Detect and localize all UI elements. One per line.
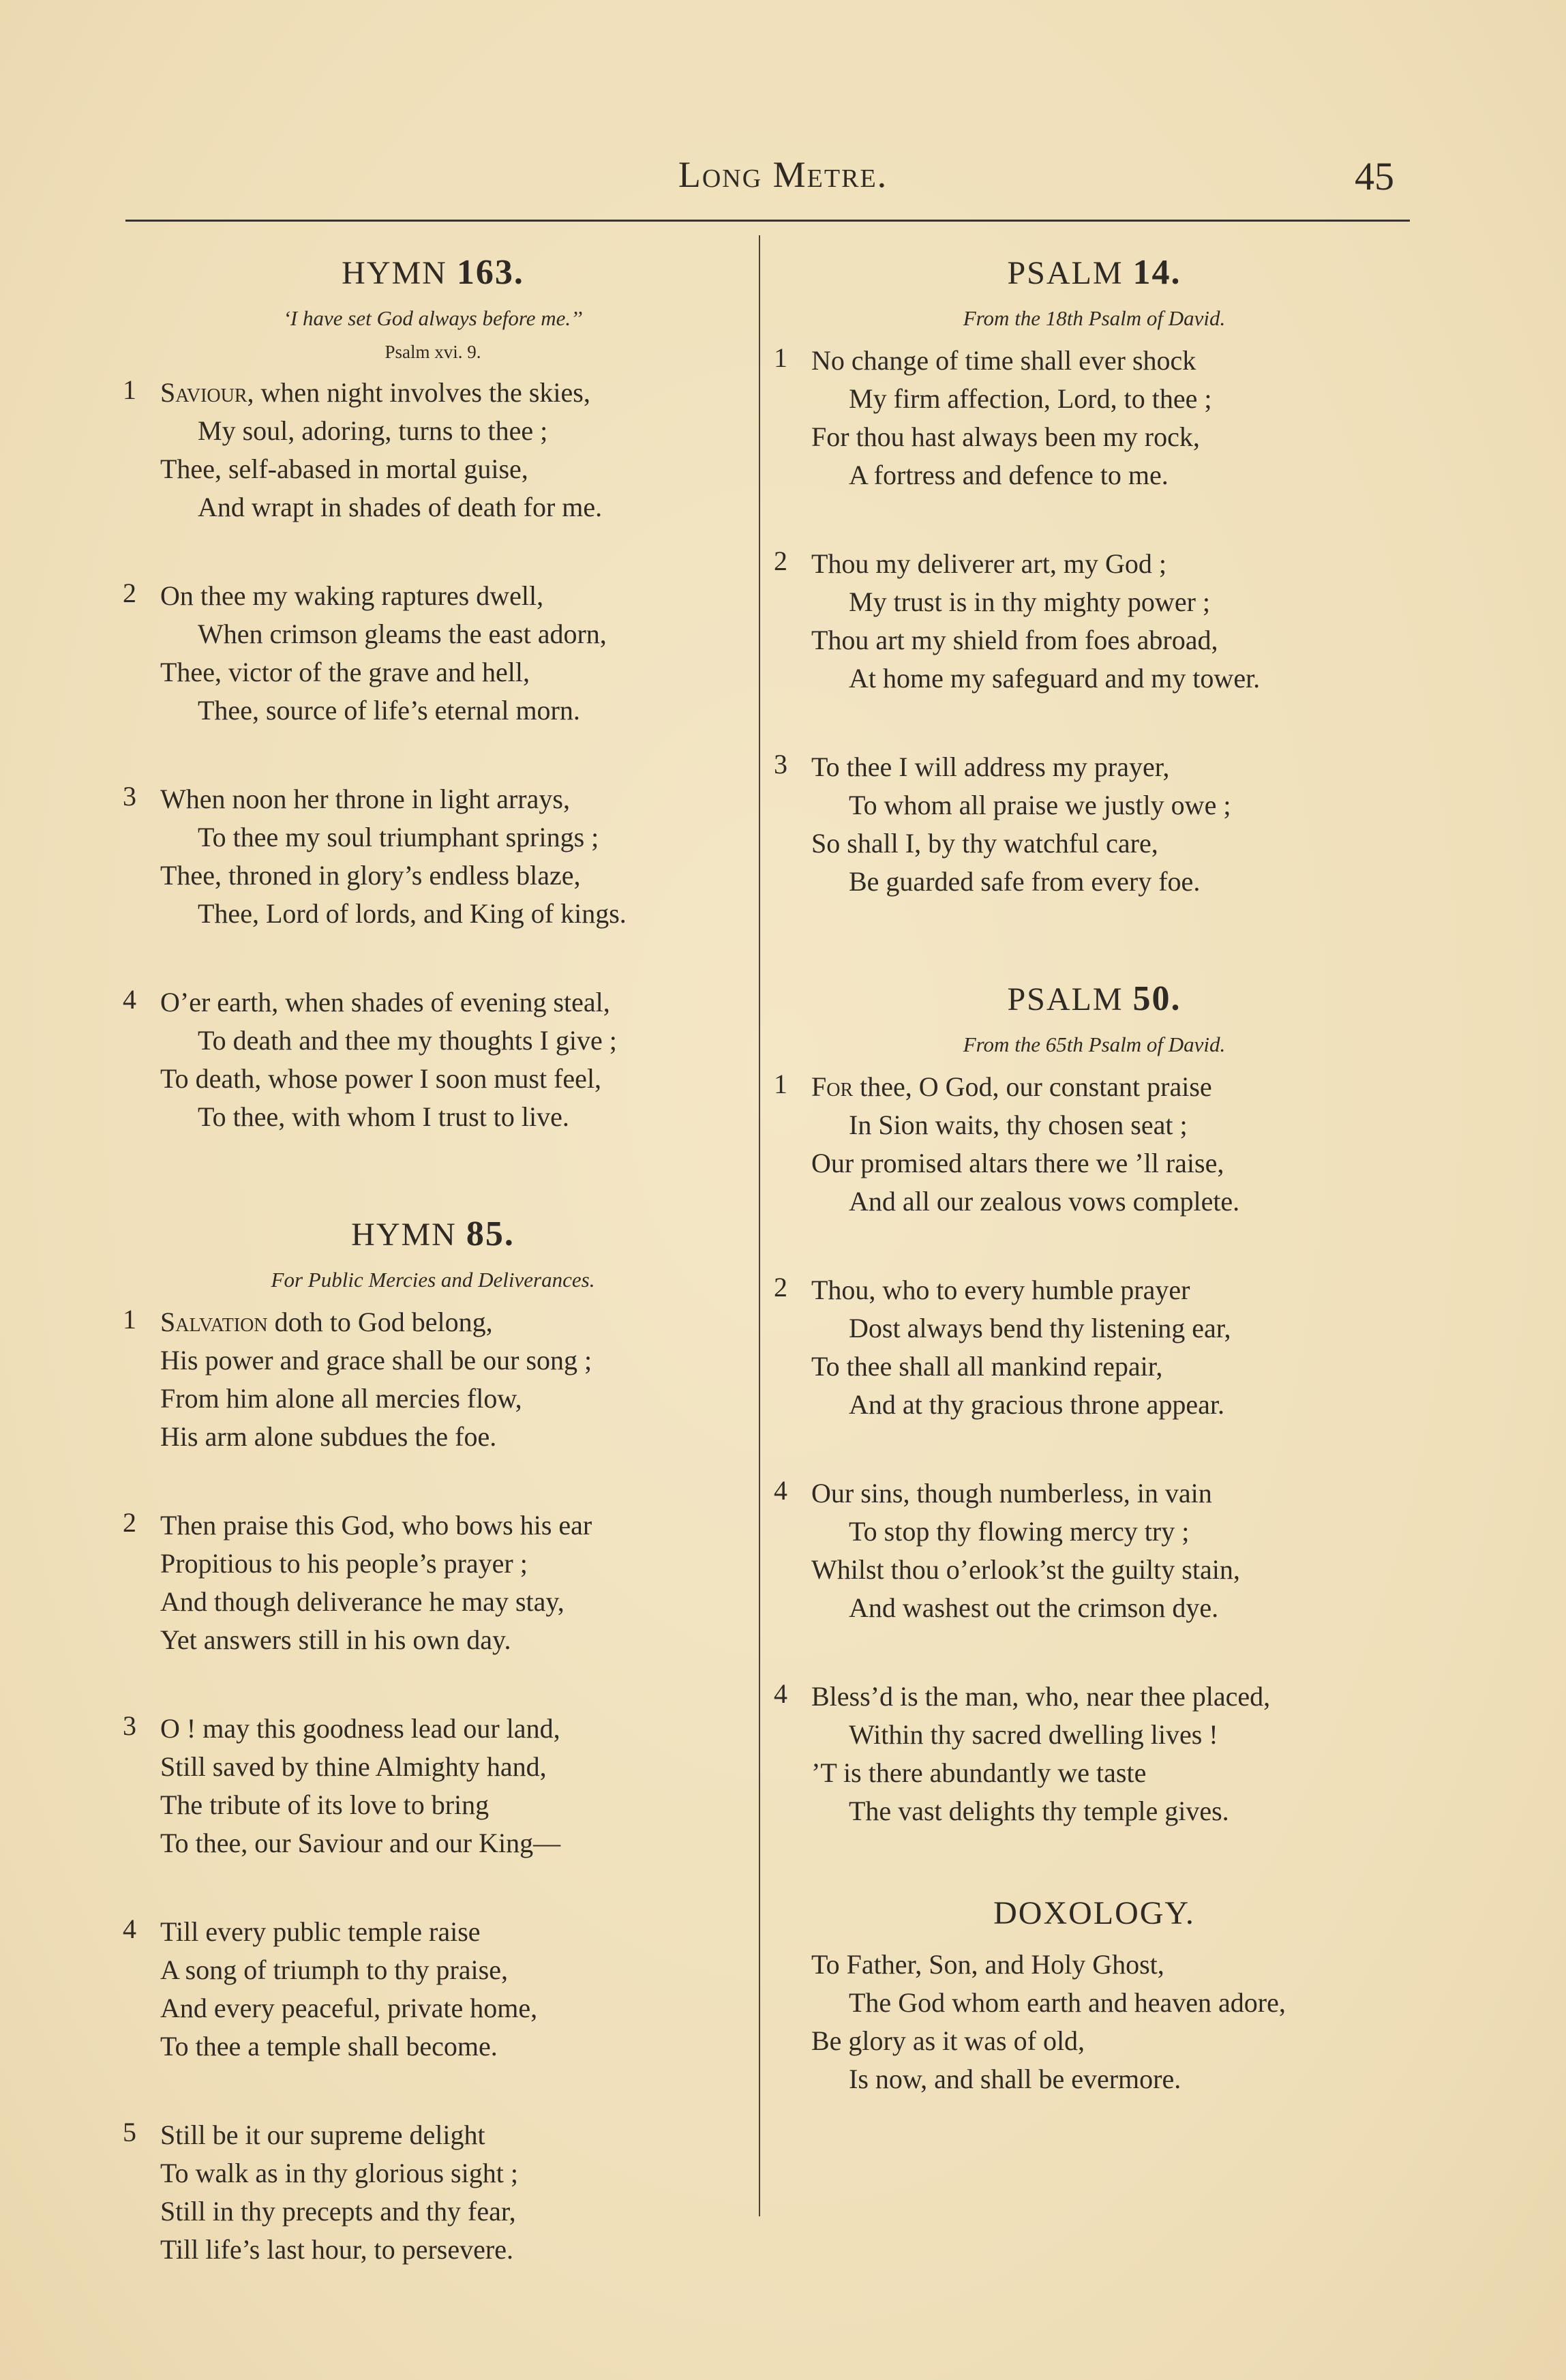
- verse-line: For thee, O God, our constant praise: [811, 1071, 1212, 1102]
- stanza-number: 1: [123, 374, 136, 405]
- verse-line: No change of time shall ever shock: [811, 345, 1196, 376]
- verse-line: Be guarded safe from every foe.: [849, 866, 1201, 897]
- stanza-number: 3: [123, 781, 136, 812]
- stanza: [774, 1678, 1415, 1830]
- stanza: [123, 1710, 743, 1862]
- verse-line: On thee my waking raptures dwell,: [160, 580, 544, 611]
- hymn-epigraph: For Public Mercies and Deliverances.: [271, 1268, 595, 1292]
- verse-line: And washest out the crimson dye.: [849, 1592, 1219, 1623]
- section-spacer: [774, 1881, 1415, 1894]
- verse-line: To whom all praise we justly owe ;: [849, 790, 1231, 820]
- stanza: [774, 1474, 1415, 1627]
- psalm-14: [774, 252, 1415, 901]
- running-head: [0, 153, 1566, 215]
- psalm-50: [774, 979, 1415, 1830]
- stanza-number: 4: [123, 1914, 136, 1944]
- verse-line: At home my safeguard and my tower.: [849, 663, 1261, 694]
- hymn-epigraph: ‘I have set God always before me.’’: [283, 306, 583, 330]
- verse-line: My firm affection, Lord, to thee ;: [849, 383, 1212, 414]
- verse-line: His power and grace shall be our song ;: [160, 1345, 592, 1375]
- stanza-number: 3: [774, 749, 787, 779]
- verse-line: ’T is there abundantly we taste: [811, 1757, 1147, 1788]
- verse-line: The tribute of its love to bring: [160, 1789, 490, 1820]
- column-divider: [759, 235, 760, 2216]
- hymn-citation: Psalm xvi. 9.: [385, 342, 481, 362]
- verse-line: And though deliverance he may stay,: [160, 1586, 564, 1617]
- verse-line: My trust is in thy mighty power ;: [849, 586, 1210, 617]
- hymn-85: [123, 1214, 743, 2269]
- verse-line: The vast delights thy temple gives.: [849, 1796, 1229, 1826]
- stanza-number: 2: [774, 546, 787, 576]
- verse-line: And at thy gracious throne appear.: [849, 1389, 1224, 1420]
- verse-line: A song of triumph to thy praise,: [160, 1954, 508, 1985]
- stanza: [774, 545, 1415, 698]
- verse-line: To death and thee my thoughts I give ;: [198, 1025, 617, 1056]
- verse-line: Thee, Lord of lords, and King of kings.: [198, 898, 627, 929]
- verse-line: To Father, Son, and Holy Ghost,: [811, 1949, 1164, 1980]
- stanza: [123, 2116, 743, 2269]
- stanza: [774, 1068, 1415, 1221]
- running-title: Long Metre.: [678, 154, 888, 195]
- verse-line: Bless’d is the man, who, near thee placed,: [811, 1681, 1271, 1712]
- verse-line: In Sion waits, thy chosen seat ;: [849, 1110, 1188, 1140]
- left-column: [123, 252, 743, 2319]
- verse-line: To thee a temple shall become.: [160, 2031, 498, 2062]
- section-spacer: [123, 1187, 743, 1214]
- verse-line: When noon her throne in light arrays,: [160, 784, 570, 814]
- verse-line: Thou, who to every humble prayer: [811, 1275, 1190, 1305]
- doxology-title: DOXOLOGY.: [993, 1895, 1195, 1931]
- verse-line: To thee shall all mankind repair,: [811, 1351, 1163, 1382]
- hymn-163: [123, 252, 743, 1136]
- verse-line: Thee, self-abased in mortal guise,: [160, 453, 528, 484]
- stanza-number: 1: [774, 342, 787, 373]
- verse-line: To thee I will address my prayer,: [811, 752, 1170, 782]
- verse-line: Our promised altars there we ’ll raise,: [811, 1148, 1224, 1178]
- header-rule: [125, 220, 1410, 222]
- verse-line: When crimson gleams the east adorn,: [198, 619, 607, 649]
- verse-line: Is now, and shall be evermore.: [849, 2064, 1181, 2094]
- stanza: [123, 1913, 743, 2066]
- verse-line: My soul, adoring, turns to thee ;: [198, 415, 548, 446]
- verse-line: So shall I, by thy watchful care,: [811, 828, 1158, 859]
- verse-line: Saviour, when night involves the skies,: [160, 377, 590, 408]
- verse-line: To thee, with whom I trust to live.: [198, 1101, 569, 1132]
- psalm-number: 14.: [1132, 253, 1181, 292]
- stanza-number: 4: [123, 984, 136, 1015]
- verse-line: Till life’s last hour, to persevere.: [160, 2234, 513, 2265]
- hymn-title: HYMN 163.: [342, 253, 524, 292]
- section-spacer: [774, 951, 1415, 979]
- verse-line: Our sins, though numberless, in vain: [811, 1478, 1212, 1508]
- stanza-number: 5: [123, 2117, 136, 2147]
- stanza: [774, 342, 1415, 494]
- stanza-number: 2: [123, 578, 136, 608]
- stanza: [123, 577, 743, 730]
- verse-line: Still saved by thine Almighty hand,: [160, 1751, 547, 1782]
- verse-line: Yet answers still in his own day.: [160, 1624, 511, 1655]
- stanza: [774, 1271, 1415, 1424]
- verse-line: Within thy sacred dwelling lives !: [849, 1719, 1218, 1750]
- psalm-title: PSALM 14.: [1007, 253, 1181, 292]
- verse-line: Thou art my shield from foes abroad,: [811, 625, 1218, 655]
- verse-line: And wrapt in shades of death for me.: [198, 492, 603, 522]
- verse-line: Till every public temple raise: [160, 1916, 481, 1947]
- verse-line: Be glory as it was of old,: [811, 2025, 1085, 2056]
- verse-line: And every peaceful, private home,: [160, 1993, 538, 2023]
- verse-line: Thee, source of life’s eternal morn.: [198, 695, 580, 726]
- stanza-number: 4: [774, 1678, 787, 1709]
- verse-line: Then praise this God, who bows his ear: [160, 1510, 592, 1541]
- stanza: [123, 374, 743, 526]
- verse-line: Whilst thou o’erlook’st the guilty stain,: [811, 1554, 1240, 1585]
- verse-line: A fortress and defence to me.: [849, 460, 1169, 490]
- right-column: [774, 252, 1415, 2149]
- verse-line: Thou my deliverer art, my God ;: [811, 548, 1166, 579]
- verse-line: To walk as in thy glorious sight ;: [160, 2158, 518, 2188]
- verse-line: To stop thy flowing mercy try ;: [849, 1516, 1190, 1547]
- verse-line: To thee, our Saviour and our King—: [160, 1828, 561, 1858]
- stanza-number: 1: [123, 1304, 136, 1335]
- verse-line: Propitious to his people’s prayer ;: [160, 1548, 528, 1579]
- verse-line: O’er earth, when shades of evening steal,: [160, 987, 610, 1017]
- verse-line: To death, whose power I soon must feel,: [160, 1063, 602, 1094]
- psalm-epigraph: From the 18th Psalm of David.: [963, 306, 1226, 330]
- stanza: [774, 748, 1415, 901]
- stanza: [123, 983, 743, 1136]
- psalm-title: PSALM 50.: [1007, 979, 1181, 1018]
- verse-line: Still be it our supreme delight: [160, 2119, 485, 2150]
- verse-line: Thee, victor of the grave and hell,: [160, 657, 530, 687]
- verse-line: His arm alone subdues the foe.: [160, 1421, 497, 1452]
- stanza: [123, 1303, 743, 1456]
- stanza: [123, 780, 743, 933]
- verse-line: Dost always bend thy listening ear,: [849, 1313, 1231, 1343]
- stanza: [774, 1946, 1415, 2098]
- verse-line: To thee my soul triumphant springs ;: [198, 822, 599, 852]
- page-number: 45: [1355, 154, 1394, 198]
- verse-line: O ! may this goodness lead our land,: [160, 1713, 560, 1744]
- psalm-epigraph: From the 65th Psalm of David.: [963, 1032, 1226, 1056]
- verse-line: From him alone all mercies flow,: [160, 1383, 522, 1414]
- verse-line: Thee, throned in glory’s endless blaze,: [160, 860, 581, 891]
- stanza: [123, 1506, 743, 1659]
- verse-line: Salvation doth to God belong,: [160, 1307, 493, 1337]
- hymn-number: 163.: [456, 253, 524, 292]
- stanza-number: 2: [774, 1272, 787, 1303]
- doxology: [774, 1894, 1415, 2098]
- stanza-number: 4: [774, 1475, 787, 1506]
- verse-line: Still in thy precepts and thy fear,: [160, 2196, 516, 2227]
- stanza-number: 1: [774, 1069, 787, 1099]
- hymn-number: 85.: [466, 1215, 515, 1253]
- stanza-number: 3: [123, 1710, 136, 1741]
- verse-line: The God whom earth and heaven adore,: [849, 1987, 1286, 2018]
- psalm-number: 50.: [1132, 979, 1181, 1018]
- verse-line: And all our zealous vows complete.: [849, 1186, 1240, 1217]
- hymn-title: HYMN 85.: [351, 1215, 515, 1253]
- verse-line: For thou hast always been my rock,: [811, 421, 1200, 452]
- stanza-number: 2: [123, 1507, 136, 1538]
